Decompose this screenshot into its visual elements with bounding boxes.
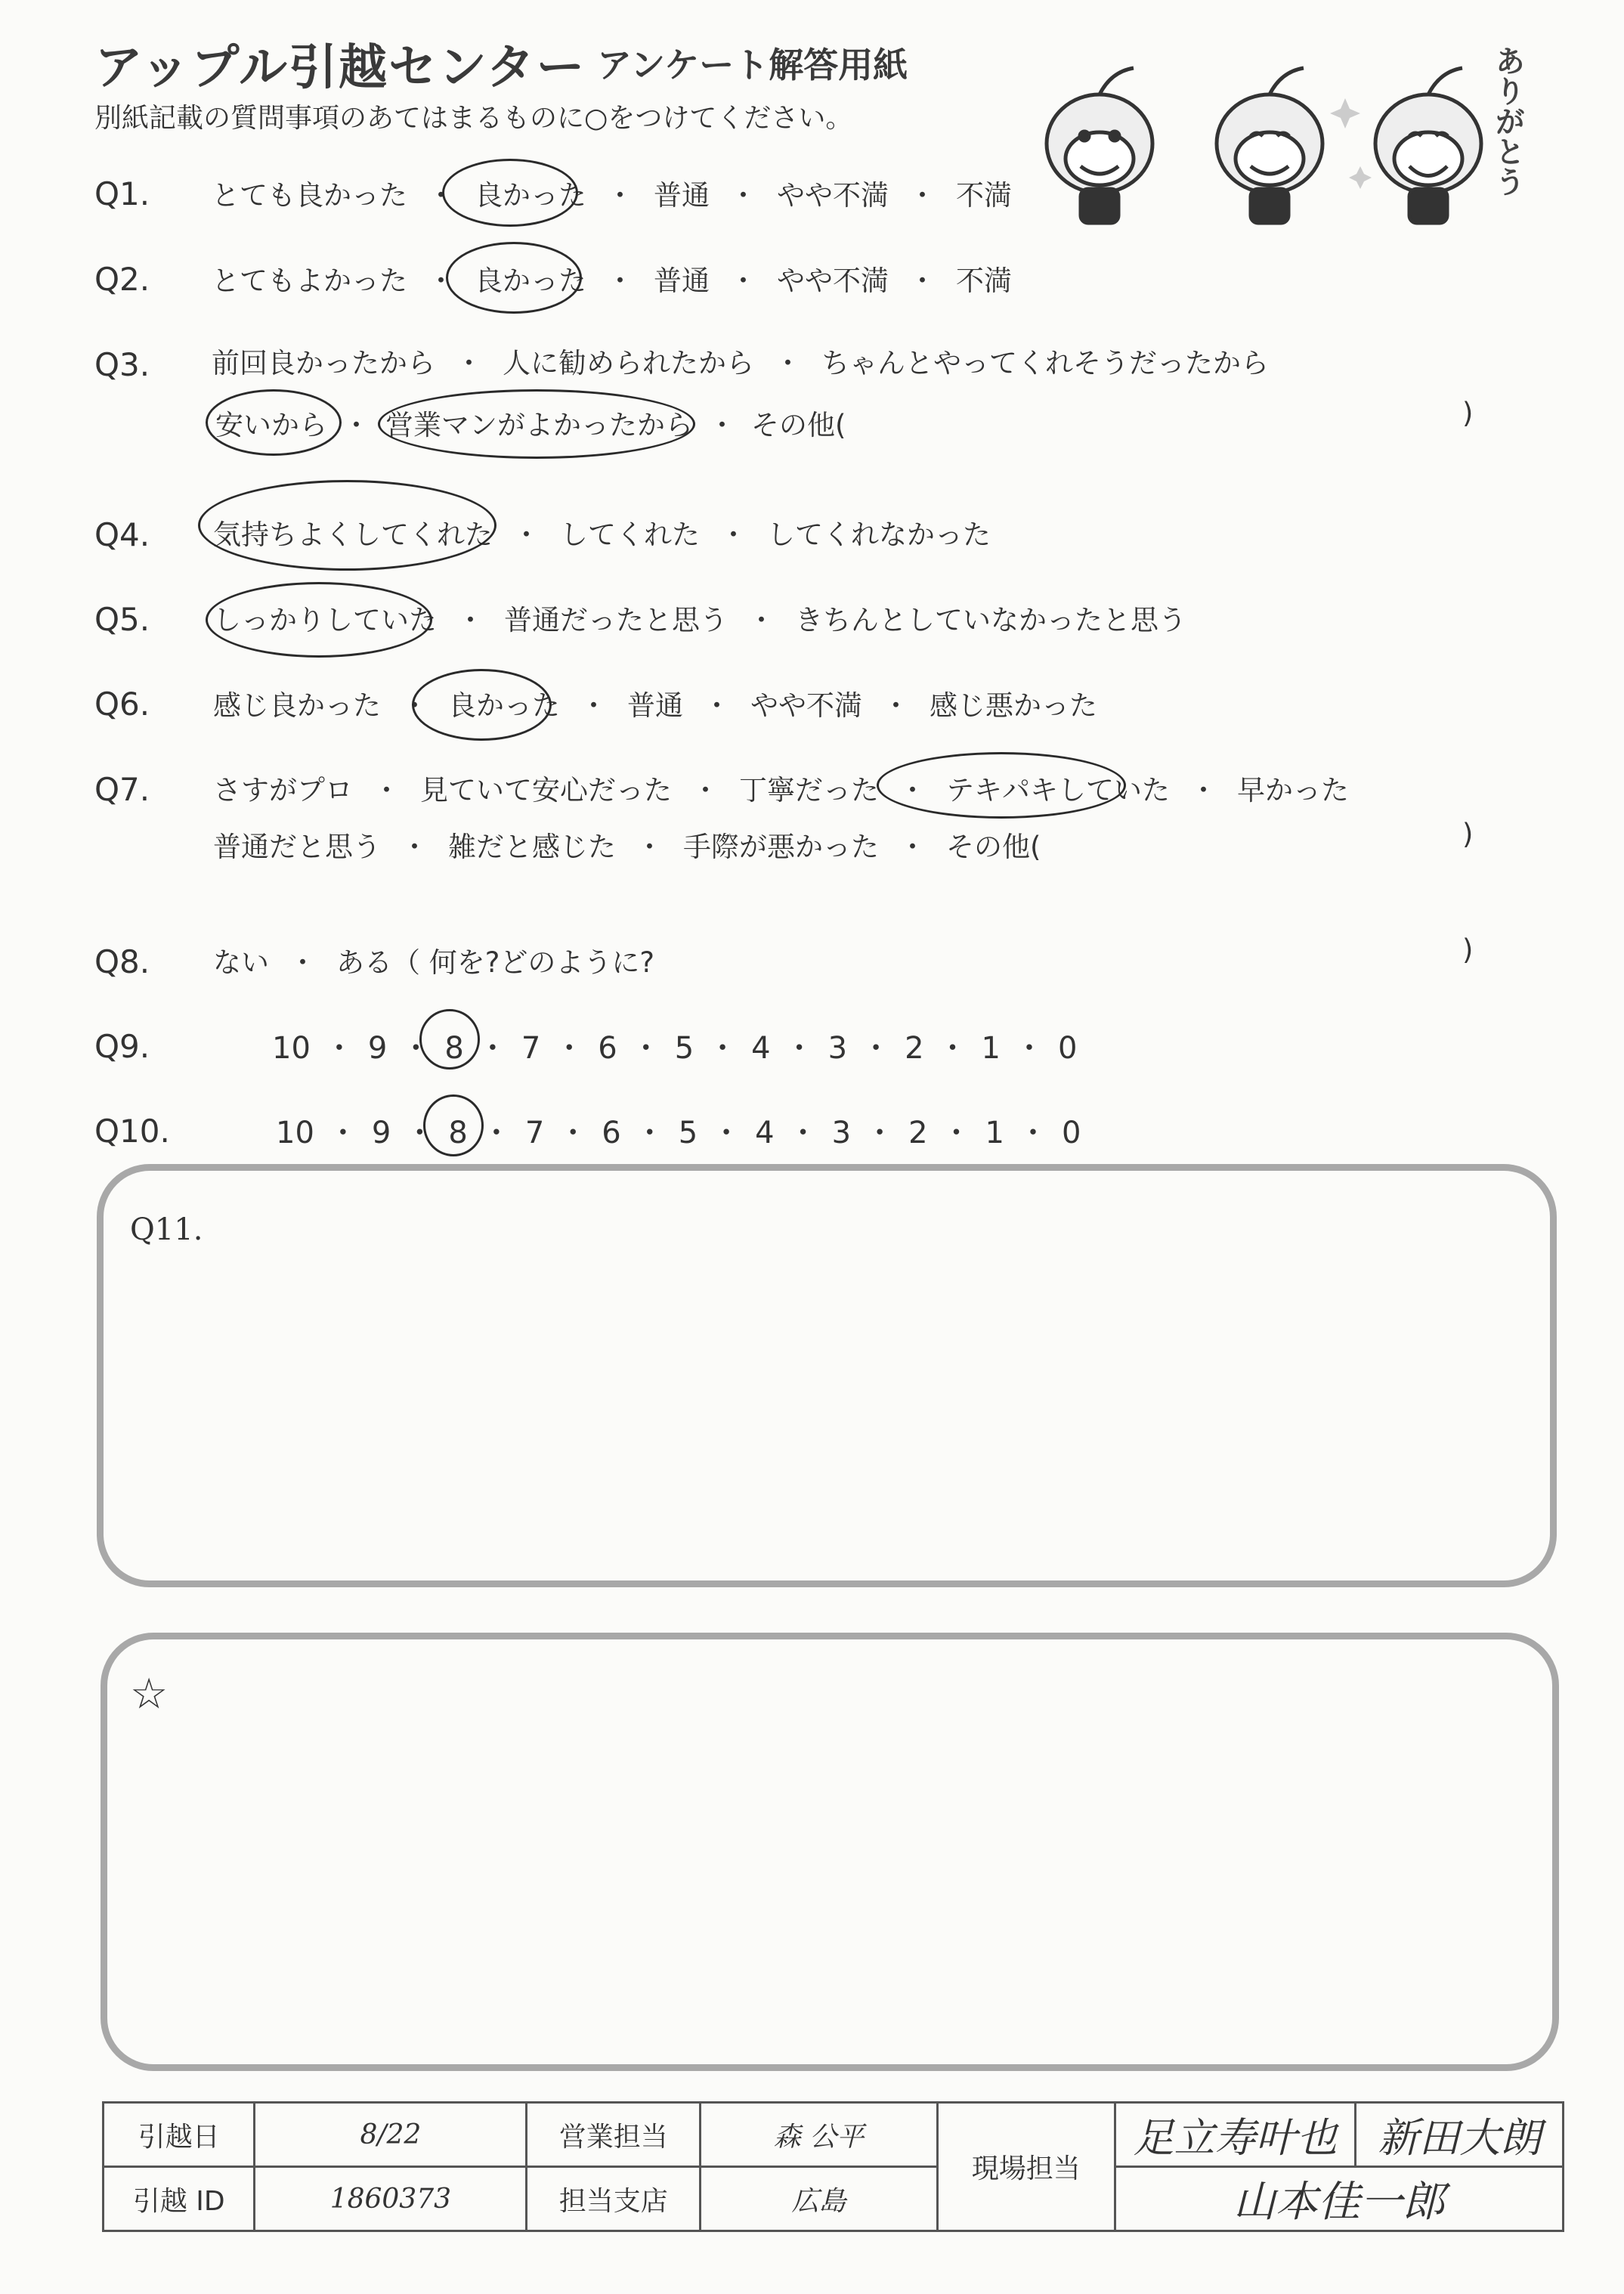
q4-option[interactable]: してくれなかった xyxy=(767,519,991,551)
site-staff-2[interactable]: 新田大朗 xyxy=(1356,2103,1564,2167)
q7-option[interactable]: さすがプロ xyxy=(213,774,353,806)
q7-close-paren: ) xyxy=(1462,818,1474,850)
q9-score[interactable]: 5 xyxy=(674,1031,694,1066)
q5-option[interactable]: しっかりしていた xyxy=(213,604,437,636)
q7-options-line2: 普通だと思う ・ 雑だと感じた ・ 手際が悪かった ・ その他( xyxy=(213,824,1041,865)
q9-label: Q9. xyxy=(94,1028,150,1065)
q2-options: とてもよかった ・ 良かった ・ 普通 ・ やや不満 ・ 不満 xyxy=(212,258,1012,299)
sales-label: 営業担当 xyxy=(527,2103,701,2167)
sparkle-icon xyxy=(1330,98,1360,128)
q10-score[interactable]: 10 xyxy=(276,1116,314,1150)
q11-label: Q11. xyxy=(130,1212,203,1247)
q2-option[interactable]: とてもよかった xyxy=(212,265,407,297)
q3-option[interactable]: 安いから xyxy=(215,409,327,441)
q6-option[interactable]: 感じ良かった xyxy=(213,689,381,722)
q4-label: Q4. xyxy=(94,516,150,553)
q9-score[interactable]: 6 xyxy=(598,1031,617,1066)
branch-value[interactable]: 広島 xyxy=(701,2167,938,2231)
q5-option[interactable]: 普通だったと思う xyxy=(504,604,728,636)
form-subtitle: アンケート解答用紙 xyxy=(597,45,908,85)
q1-option[interactable]: やや不満 xyxy=(777,179,889,212)
q1-option[interactable]: とても良かった xyxy=(212,179,407,212)
q3-close-paren: ) xyxy=(1462,397,1474,429)
q9-score[interactable]: 3 xyxy=(827,1031,848,1066)
q9-score[interactable]: 1 xyxy=(981,1031,1001,1066)
monkey-icon xyxy=(1047,68,1152,223)
q6-option[interactable]: 良かった xyxy=(448,689,560,722)
q6-options: 感じ良かった ・ 良かった ・ 普通 ・ やや不満 ・ 感じ悪かった xyxy=(213,683,1097,723)
q7-option[interactable]: 手際が悪かった xyxy=(683,831,879,863)
q2-option[interactable]: 普通 xyxy=(654,265,710,297)
q4-option[interactable]: 気持ちよくしてくれた xyxy=(213,519,493,551)
q9-score[interactable]: 8 xyxy=(444,1031,464,1066)
move-id-value[interactable]: 1860373 xyxy=(255,2167,527,2231)
q10-score[interactable]: 4 xyxy=(755,1116,775,1150)
q9-selection-circle xyxy=(419,1009,480,1070)
q7-selection-circle xyxy=(877,752,1126,819)
q5-option[interactable]: きちんとしていなかったと思う xyxy=(795,604,1186,636)
q3-option[interactable]: 前回良かったから xyxy=(212,347,435,379)
mascot-illustration xyxy=(1028,38,1519,234)
q1-selection-circle xyxy=(442,159,578,227)
form-title: アップル引越センター xyxy=(94,40,586,96)
q3-option[interactable]: ちゃんとやってくれそうだったから xyxy=(821,347,1269,379)
q7-option[interactable]: テキパキしていた xyxy=(946,774,1170,806)
q8-label: Q8. xyxy=(94,943,150,980)
q1-label: Q1. xyxy=(94,175,150,212)
q7-option[interactable]: その他( xyxy=(946,831,1041,863)
q6-option[interactable]: 感じ悪かった xyxy=(930,689,1097,722)
q6-selection-circle xyxy=(412,669,552,741)
q4-selection-circle xyxy=(198,480,496,571)
q9-score[interactable]: 9 xyxy=(367,1031,388,1066)
q9-score[interactable]: 10 xyxy=(272,1031,311,1066)
q7-options-line1: さすがプロ ・ 見ていて安心だった ・ 丁寧だった ・ テキパキしていた ・ 早かった xyxy=(213,767,1349,808)
q2-label: Q2. xyxy=(94,261,150,298)
q10-scale: 10 ・ 9 ・ 8 ・ 7 ・ 6 ・ 5 ・ 4 ・ 3 ・ 2 ・ 1 ・ 0 xyxy=(276,1116,1081,1150)
sparkle-icon xyxy=(1349,166,1372,189)
q6-label: Q6. xyxy=(94,686,150,723)
q10-score[interactable]: 8 xyxy=(448,1116,468,1150)
q10-score[interactable]: 7 xyxy=(524,1116,545,1150)
q11-comment-box[interactable] xyxy=(97,1164,1557,1587)
q3-selection-circle xyxy=(206,389,342,456)
q5-label: Q5. xyxy=(94,601,150,638)
q3-options-line1: 前回良かったから ・ 人に勧められたから ・ ちゃんとやってくれそうだったから xyxy=(212,340,1269,381)
q3-selection-circle xyxy=(378,389,695,459)
q9-score[interactable]: 0 xyxy=(1057,1031,1078,1066)
q3-label: Q3. xyxy=(94,346,150,383)
q3-option[interactable]: 人に勧められたから xyxy=(503,347,754,379)
q1-option[interactable]: 不満 xyxy=(956,179,1012,212)
q10-score[interactable]: 9 xyxy=(371,1116,391,1150)
star-label: ☆ xyxy=(130,1670,169,1719)
q9-score[interactable]: 7 xyxy=(521,1031,541,1066)
q1-options: とても良かった ・ 良かった ・ 普通 ・ やや不満 ・ 不満 xyxy=(212,172,1012,213)
q10-score[interactable]: 1 xyxy=(985,1116,1004,1150)
move-date-label: 引越日 xyxy=(104,2103,255,2167)
site-staff-1[interactable]: 足立寿叶也 xyxy=(1115,2103,1356,2167)
q7-option[interactable]: 雑だと感じた xyxy=(448,831,616,863)
q2-option[interactable]: 良かった xyxy=(475,265,586,297)
site-label: 現場担当 xyxy=(937,2103,1115,2231)
q7-option[interactable]: 早かった xyxy=(1237,774,1349,806)
q10-selection-circle xyxy=(423,1094,484,1156)
q9-score[interactable]: 4 xyxy=(751,1031,771,1066)
q8-option[interactable]: ある（ 何を?どのように? xyxy=(336,946,655,979)
q10-score[interactable]: 2 xyxy=(908,1116,928,1150)
instruction-text: 別紙記載の質問事項のあてはまるものに○をつけてください。 xyxy=(94,103,853,134)
q2-selection-circle xyxy=(446,242,582,314)
footer-info-table xyxy=(102,2101,1564,2232)
q3-option[interactable]: その他( xyxy=(751,409,846,441)
q10-score[interactable]: 3 xyxy=(831,1116,852,1150)
monkey-icon xyxy=(1217,68,1322,223)
q10-score[interactable]: 5 xyxy=(678,1116,698,1150)
q6-option[interactable]: 普通 xyxy=(627,689,683,722)
q9-score[interactable]: 2 xyxy=(905,1031,924,1066)
branch-label: 担当支店 xyxy=(527,2167,701,2231)
q2-option[interactable]: 不満 xyxy=(956,265,1012,297)
q7-label: Q7. xyxy=(94,771,150,808)
thanks-text: ありがとう xyxy=(1490,45,1525,197)
q4-option[interactable]: してくれた xyxy=(560,519,700,551)
q7-option[interactable]: 丁寧だった xyxy=(739,774,879,806)
q1-option[interactable]: 良かった xyxy=(475,179,586,212)
q9-scale: 10 ・ 9 ・ 8 ・ 7 ・ 6 ・ 5 ・ 4 ・ 3 ・ 2 ・ 1 ・ 0 xyxy=(272,1031,1078,1066)
q10-score[interactable]: 6 xyxy=(602,1116,621,1150)
sales-value[interactable]: 森 公平 xyxy=(701,2103,938,2167)
move-date-value[interactable]: 8/22 xyxy=(255,2103,527,2167)
q4-options: 気持ちよくしてくれた ・ してくれた ・ してくれなかった xyxy=(213,512,991,553)
q8-options: ない ・ ある（ 何を?どのように? xyxy=(213,940,654,980)
q5-options: しっかりしていた ・ 普通だったと思う ・ きちんとしていなかったと思う xyxy=(213,597,1186,638)
q8-option[interactable]: ない xyxy=(213,946,269,979)
q6-option[interactable]: やや不満 xyxy=(750,689,862,722)
q7-option[interactable]: 見ていて安心だった xyxy=(420,774,672,806)
q7-option[interactable]: 普通だと思う xyxy=(213,831,381,863)
q10-label: Q10. xyxy=(94,1113,170,1150)
monkey-icon xyxy=(1375,68,1481,223)
q2-option[interactable]: やや不満 xyxy=(777,265,889,297)
site-staff-3[interactable]: 山本佳一郎 xyxy=(1115,2167,1563,2231)
q5-selection-circle xyxy=(206,582,432,658)
move-id-label: 引越 ID xyxy=(104,2167,255,2231)
q3-option[interactable]: 営業マンがよかったから xyxy=(385,409,693,441)
q10-score[interactable]: 0 xyxy=(1061,1116,1081,1150)
staff-comment-box[interactable] xyxy=(101,1633,1559,2071)
q8-close-paren: ) xyxy=(1462,933,1474,966)
q1-option[interactable]: 普通 xyxy=(654,179,710,212)
q3-options-line2: 安いから ・ 営業マンがよかったから ・ その他( xyxy=(215,402,846,443)
